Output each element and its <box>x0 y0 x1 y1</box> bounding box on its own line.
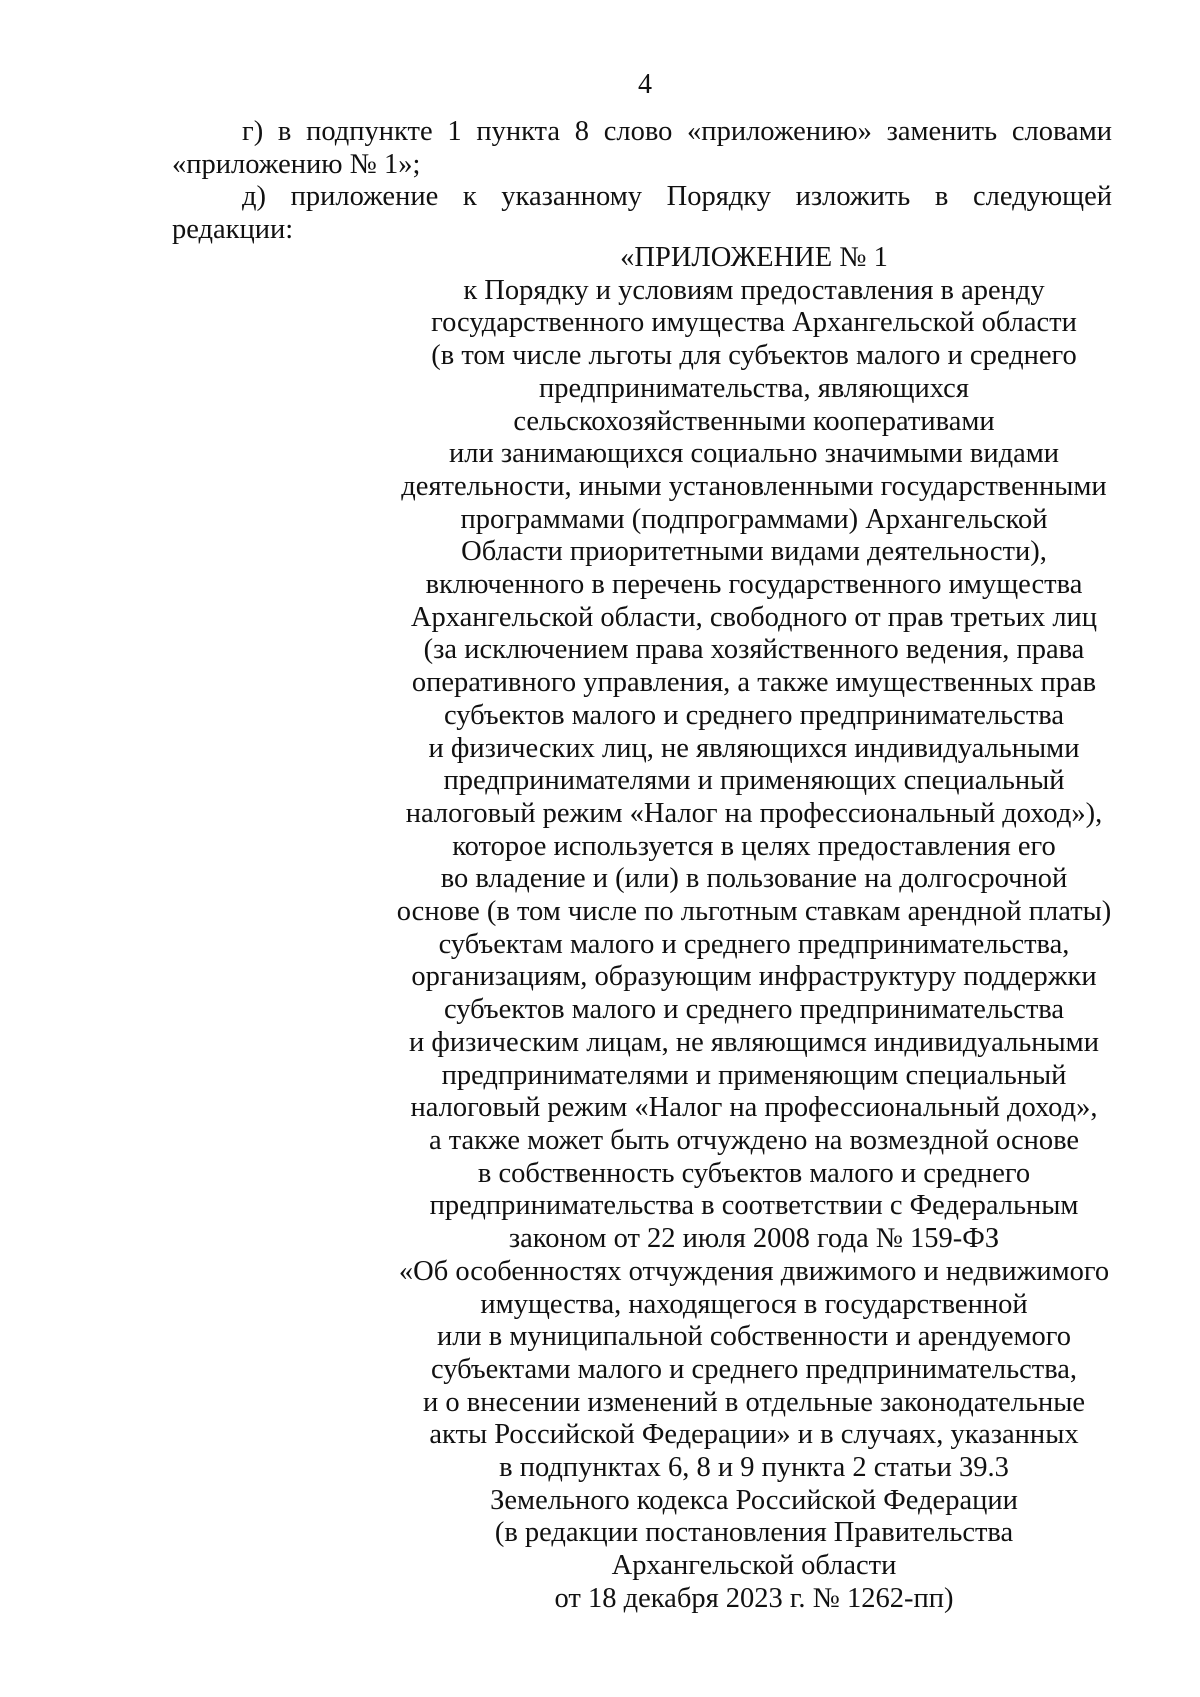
appendix-header-block <box>395 242 1113 1616</box>
appendix-line: организациям, образующим инфраструктуру поддержки <box>411 961 1097 993</box>
paragraph-d: д) приложение к указанному Порядку изложить в следующей редакции: <box>172 181 1112 245</box>
appendix-line: основе (в том числе по льготным ставкам арендной платы) <box>396 896 1112 928</box>
appendix-line: Архангельской области, свободного от прав третьих лиц <box>410 601 1098 633</box>
appendix-line: субъектам малого и среднего предпринимательства, <box>438 928 1070 960</box>
appendix-line: а также может быть отчуждено на возмездной основе <box>428 1124 1080 1156</box>
appendix-line: и физических лиц, не являющихся индивидуальными <box>428 732 1080 764</box>
appendix-line: включенного в перечень государственного имущества <box>425 569 1083 601</box>
appendix-line: предпринимательства, являющихся <box>539 372 969 404</box>
appendix-line: сельскохозяйственными кооперативами <box>513 405 995 437</box>
appendix-line: (в редакции постановления Правительства <box>494 1517 1014 1549</box>
appendix-line: субъектами малого и среднего предпринимательства, <box>430 1353 1078 1385</box>
appendix-line: в собственность субъектов малого и среднего <box>477 1157 1031 1189</box>
appendix-line: программами (подпрограммами) Архангельской <box>460 503 1048 535</box>
page-number: 4 <box>638 69 652 100</box>
appendix-line: (в том числе льготы для субъектов малого и среднего <box>431 340 1077 372</box>
appendix-line: (за исключением права хозяйственного ведения, права <box>423 634 1085 666</box>
appendix-heading: «ПРИЛОЖЕНИЕ № 1 <box>620 242 888 273</box>
appendix-line: налоговый режим «Налог на профессиональный доход», <box>410 1092 1098 1124</box>
appendix-line: или занимающихся социально значимыми видами <box>448 438 1060 470</box>
appendix-line: предпринимателями и применяющим специальный <box>441 1059 1067 1091</box>
appendix-line: оперативного управления, а также имущественных прав <box>411 667 1097 699</box>
appendix-line: которое используется в целях предоставления его <box>452 830 1056 862</box>
appendix-line: предпринимательства в соответствии с Федеральным <box>429 1190 1079 1222</box>
appendix-line: акты Российской Федерации» и в случаях, указанных <box>429 1419 1079 1451</box>
appendix-line: или в муниципальной собственности и арендуемого <box>436 1321 1072 1353</box>
appendix-line: в подпунктах 6, 8 и 9 пункта 2 статьи 39.3 <box>499 1452 1009 1484</box>
appendix-line: законом от 22 июля 2008 года № 159-ФЗ <box>508 1223 1000 1255</box>
appendix-line: Архангельской области <box>611 1550 897 1582</box>
appendix-line: имущества, находящегося в государственной <box>480 1288 1028 1320</box>
appendix-line: деятельности, иными установленными государственными <box>401 470 1107 502</box>
body-text <box>172 116 1112 246</box>
appendix-line: к Порядку и условиям предоставления в аренду <box>463 274 1045 306</box>
appendix-line: субъектов малого и среднего предпринимательства <box>443 699 1065 731</box>
appendix-line: налоговый режим «Налог на профессиональный доход»), <box>405 797 1103 829</box>
appendix-line: и о внесении изменений в отдельные законодательные <box>422 1386 1086 1418</box>
appendix-line: предпринимателями и применяющих специальный <box>443 765 1065 797</box>
appendix-line: «Об особенностях отчуждения движимого и недвижимого <box>398 1255 1110 1287</box>
appendix-line: субъектов малого и среднего предпринимательства <box>443 994 1065 1026</box>
paragraph-g: г) в подпункте 1 пункта 8 слово «приложению» заменить словами «приложению № 1»; <box>172 116 1112 180</box>
appendix-line: во владение и (или) в пользование на долгосрочной <box>440 863 1068 895</box>
appendix-line: от 18 декабря 2023 г. № 1262-пп) <box>554 1582 954 1614</box>
appendix-line: государственного имущества Архангельской области <box>431 307 1077 339</box>
appendix-line: Земельного кодекса Российской Федерации <box>490 1484 1018 1516</box>
appendix-line: Области приоритетными видами деятельности), <box>461 536 1047 568</box>
appendix-line: и физическим лицам, не являющимся индивидуальными <box>409 1026 1099 1058</box>
